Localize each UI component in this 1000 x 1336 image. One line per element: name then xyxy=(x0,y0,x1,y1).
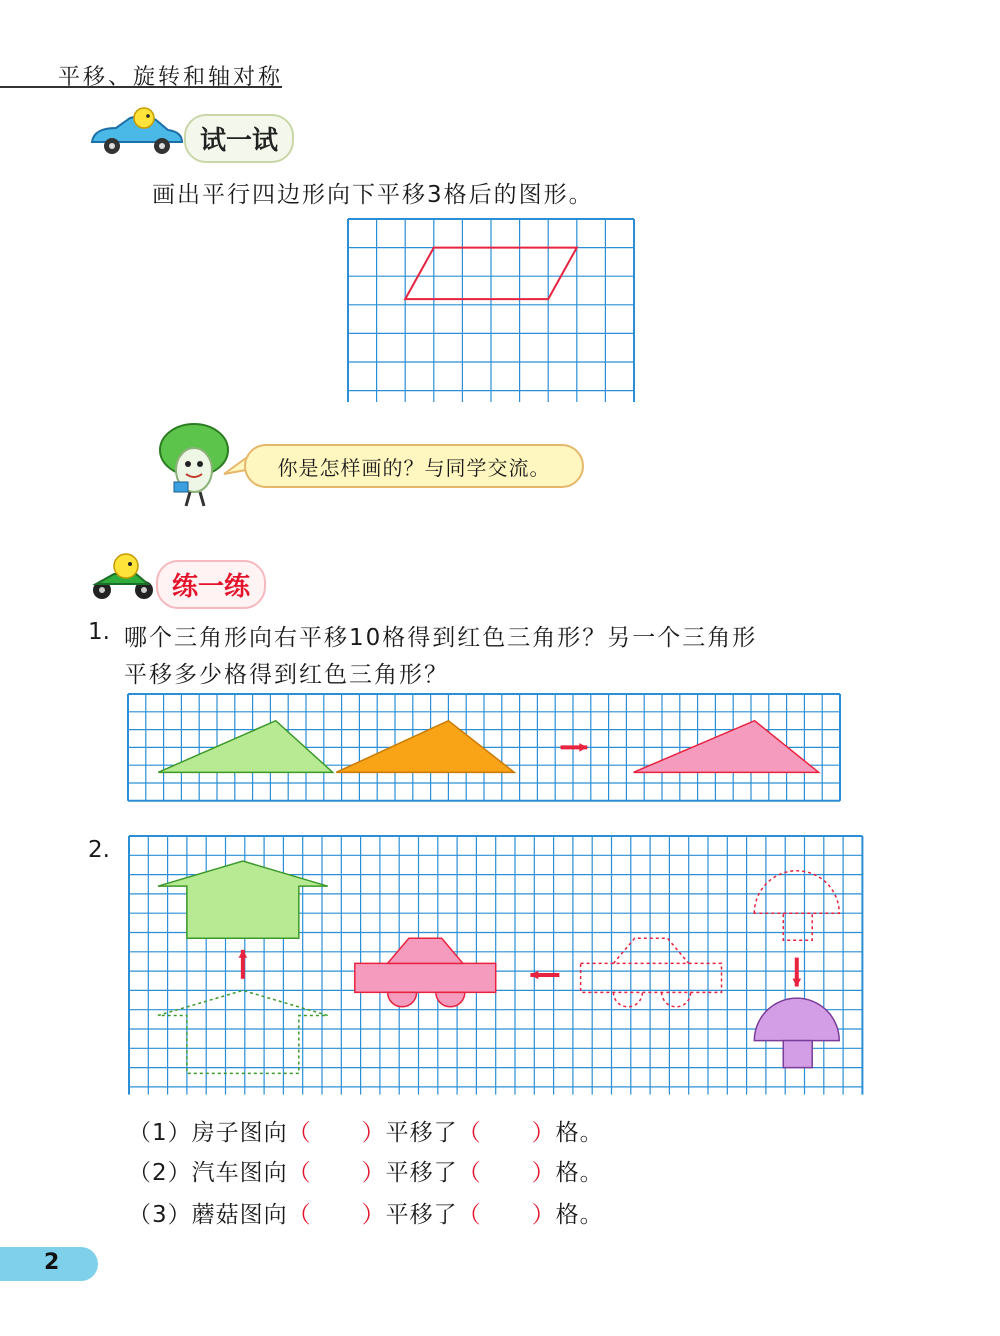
practice-section-label: 练一练 xyxy=(156,560,266,609)
answer-mid: 平移了 xyxy=(385,1202,458,1228)
close-paren: ） xyxy=(531,1160,556,1186)
open-paren: （ xyxy=(457,1120,482,1146)
close-paren: ） xyxy=(361,1120,386,1146)
car-dotted-roof xyxy=(613,938,688,963)
close-paren: ） xyxy=(531,1120,556,1146)
right-arrow-head xyxy=(579,743,587,752)
question-1-number: 1. xyxy=(88,619,110,645)
answer-suffix: 格。 xyxy=(555,1202,604,1228)
motorbike-mascot-icon xyxy=(86,552,158,600)
car-dotted-wheel xyxy=(662,992,691,1006)
shapes-grid[interactable] xyxy=(129,836,869,1096)
question-2-number: 2. xyxy=(88,837,110,863)
down-arrow-head xyxy=(792,979,801,987)
header-rule xyxy=(0,86,282,88)
open-paren: （ xyxy=(287,1202,312,1228)
try-prompt: 画出平行四边形向下平移3格后的图形。 xyxy=(152,182,594,208)
parallelogram-grid[interactable] xyxy=(348,219,634,403)
answer-prefix: （2）汽车图向 xyxy=(128,1160,288,1186)
answer-suffix: 格。 xyxy=(555,1160,604,1186)
red-triangle xyxy=(634,721,819,773)
speech-bubble: 你是怎样画的？与同学交流。 xyxy=(244,444,584,488)
answer-suffix: 格。 xyxy=(555,1120,604,1146)
close-paren: ） xyxy=(361,1202,386,1228)
open-paren: （ xyxy=(287,1160,312,1186)
answer-mid: 平移了 xyxy=(385,1160,458,1186)
up-arrow-head xyxy=(239,950,248,958)
orange-triangle xyxy=(336,721,514,773)
car-mascot-icon xyxy=(86,108,186,158)
car-wheel xyxy=(436,992,465,1006)
open-paren: （ xyxy=(457,1202,482,1228)
open-paren: （ xyxy=(287,1120,312,1146)
mushroom-cap xyxy=(754,998,839,1040)
mushroom-stem xyxy=(783,1041,812,1068)
page-number: 2 xyxy=(44,1250,60,1275)
question-1-line-2: 平移多少格得到红色三角形？ xyxy=(124,662,449,688)
car-dotted-body xyxy=(581,963,722,992)
open-paren: （ xyxy=(457,1160,482,1186)
car-body xyxy=(355,963,496,992)
chapter-title: 平移、旋转和轴对称 xyxy=(58,65,284,90)
try-section-label: 试一试 xyxy=(184,114,294,163)
car-wheel xyxy=(388,992,417,1006)
mushroom-dotted-stem xyxy=(783,913,812,940)
car-dotted-wheel xyxy=(613,992,642,1006)
answer-mid: 平移了 xyxy=(385,1120,458,1146)
triangles-grid[interactable] xyxy=(128,694,840,800)
answer-line-car xyxy=(128,1154,604,1187)
answer-prefix: （1）房子图向 xyxy=(128,1120,288,1146)
answer-line-mushroom xyxy=(128,1196,604,1229)
mushroom-dotted-cap xyxy=(754,871,839,913)
answer-line-house xyxy=(128,1114,604,1147)
close-paren: ） xyxy=(531,1202,556,1228)
answer-prefix: （3）蘑菇图向 xyxy=(128,1202,288,1228)
close-paren: ） xyxy=(361,1160,386,1186)
question-1-line-1: 哪个三角形向右平移10格得到红色三角形？另一个三角形 xyxy=(124,625,758,651)
